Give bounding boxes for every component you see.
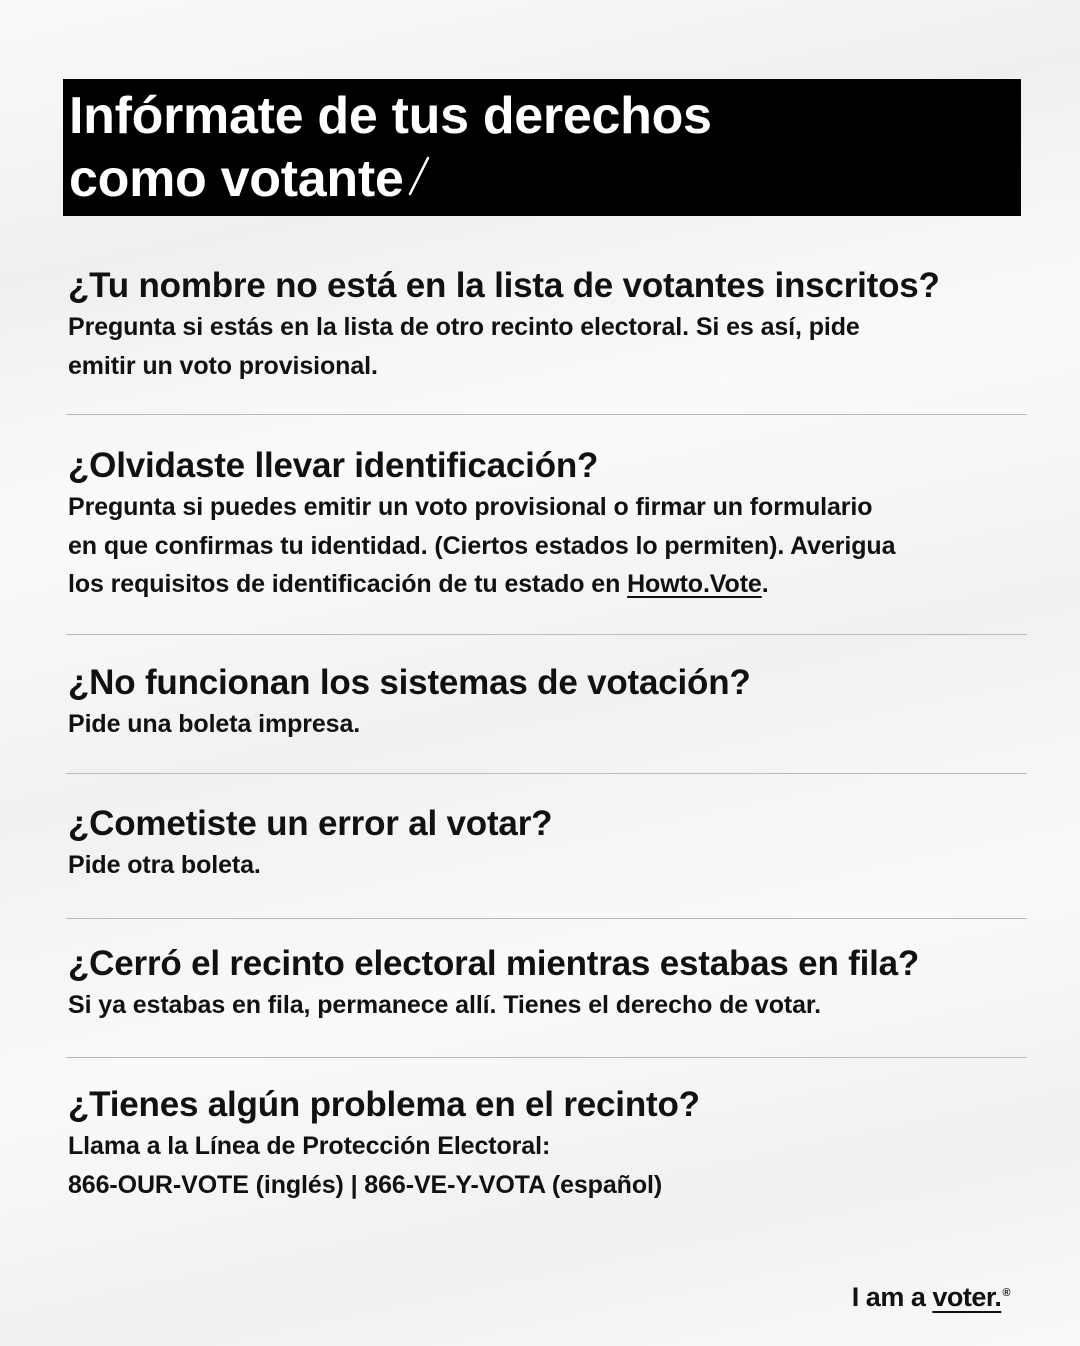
section-not-registered xyxy=(68,264,1028,385)
title-line-2-text: como votante xyxy=(69,150,404,208)
question-heading: ¿Olvidaste llevar identificación? xyxy=(68,446,599,485)
answer-text xyxy=(68,1127,1028,1204)
answer-line: Pregunta si estás en la lista de otro recinto electoral. Si es así, pide xyxy=(68,313,860,341)
answer-line: Pregunta si puedes emitir un voto provisional o firmar un formulario xyxy=(68,493,873,521)
question-heading: ¿Cerró el recinto electoral mientras estabas en fila? xyxy=(68,944,920,983)
answer-text xyxy=(68,488,1028,604)
registered-mark: ® xyxy=(1002,1287,1010,1299)
divider xyxy=(66,918,1027,919)
answer-text xyxy=(68,986,1028,1025)
brand-word: voter. xyxy=(932,1282,1002,1312)
section-systems-down xyxy=(68,661,1028,744)
answer-text xyxy=(68,846,1028,885)
answer-line: Pide otra boleta. xyxy=(68,851,261,879)
divider xyxy=(66,1057,1027,1058)
title-line-2 xyxy=(69,148,712,211)
howto-vote-link[interactable]: Howto.Vote xyxy=(627,570,762,598)
hotline-numbers: 866-OUR-VOTE (inglés) | 866-VE-Y-VOTA (español) xyxy=(68,1170,663,1199)
answer-line: emitir un voto provisional. xyxy=(68,351,378,380)
section-voting-mistake xyxy=(68,802,1028,885)
section-polls-closed xyxy=(68,942,1028,1025)
question-heading: ¿Tu nombre no está en la lista de votantes inscritos? xyxy=(68,266,940,305)
answer-text xyxy=(68,308,1028,385)
answer-line-suffix: . xyxy=(761,570,769,598)
answer-line: Pide una boleta impresa. xyxy=(68,710,361,738)
divider xyxy=(66,414,1027,415)
divider xyxy=(66,634,1027,635)
title-line-1: Infórmate de tus derechos xyxy=(69,87,712,145)
title-banner xyxy=(63,79,1021,216)
answer-line xyxy=(68,565,1028,604)
brand-prefix: I am a xyxy=(851,1282,933,1312)
answer-line-prefix: los requisitos de identificación de tu estado en xyxy=(68,570,628,598)
answer-line: en que confirmas tu identidad. (Ciertos estados lo permiten). Averigua xyxy=(68,531,896,560)
brand-logo xyxy=(852,1276,1010,1314)
question-heading: ¿Cometiste un error al votar? xyxy=(68,804,553,843)
answer-text xyxy=(68,705,1028,744)
question-heading: ¿No funcionan los sistemas de votación? xyxy=(68,663,751,702)
answer-line: Llama a la Línea de Protección Electoral: xyxy=(68,1132,551,1160)
section-problem-at-polls xyxy=(68,1083,1028,1204)
page-title xyxy=(69,85,712,211)
answer-line: Si ya estabas en fila, permanece allí. Tienes el derecho de votar. xyxy=(68,991,822,1019)
slash-icon xyxy=(407,156,431,196)
divider xyxy=(66,773,1027,774)
section-forgot-id xyxy=(68,444,1028,604)
question-heading: ¿Tienes algún problema en el recinto? xyxy=(68,1085,700,1124)
